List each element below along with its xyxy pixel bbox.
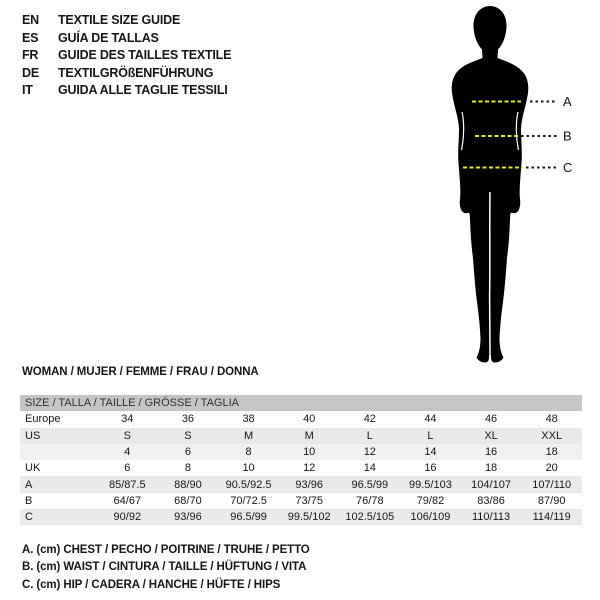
lang-row-en (22, 12, 231, 30)
marker-label-a: A (563, 94, 572, 109)
size-cell: 76/78 (356, 494, 384, 507)
size-cell: 36 (181, 413, 195, 426)
size-cell: 85/87.5 (108, 478, 146, 491)
size-cell: 87/90 (537, 494, 566, 507)
lang-label: GUÍA DE TALLAS (58, 30, 159, 45)
table-row-waist (20, 493, 582, 509)
size-cell: 14 (424, 446, 437, 459)
lang-label: GUIDE DES TAILLES TEXTILE (58, 48, 232, 62)
size-cell: XXL (541, 429, 563, 442)
size-cell: 110/113 (471, 511, 511, 524)
size-cell: 10 (242, 462, 255, 475)
size-cell: 90/92 (113, 511, 142, 524)
lang-code: FR (22, 48, 39, 62)
size-cell: 40 (303, 413, 316, 426)
size-cell: 44 (424, 413, 437, 426)
lang-row-de (22, 65, 231, 83)
size-cell: 96.5/99 (351, 478, 389, 491)
size-cell: XL (484, 429, 498, 442)
size-table-header-row (20, 395, 582, 411)
size-cell: 6 (124, 462, 131, 475)
size-cell: 64/67 (113, 494, 142, 507)
size-cell: 18 (545, 446, 558, 459)
size-cell: L (427, 429, 434, 442)
size-cell: 68/70 (174, 494, 202, 507)
size-cell: 104/107 (471, 478, 511, 491)
size-cell: 4 (124, 446, 131, 459)
lang-row-es (22, 30, 231, 48)
size-cell: 38 (242, 413, 255, 426)
size-cell: 18 (484, 462, 498, 475)
table-row-europe (20, 411, 582, 427)
size-cell: 16 (484, 446, 498, 459)
row-label: Europe (25, 413, 61, 426)
size-cell: 70/72.5 (230, 494, 267, 507)
size-cell: 6 (184, 446, 191, 459)
size-cell: S (123, 429, 131, 442)
lang-code: ES (22, 30, 39, 45)
table-row-us-numeric (20, 444, 582, 460)
table-row-chest (20, 476, 582, 492)
marker-label-c: C (563, 160, 573, 175)
row-label: B (25, 494, 33, 507)
size-cell: 79/82 (416, 494, 445, 507)
size-cell: M (243, 429, 254, 442)
size-cell: 102.5/105 (345, 511, 395, 524)
size-cell: 83/86 (477, 494, 505, 507)
legend-hip: C. (cm) HIP / CADERA / HANCHE / HÜFTE / HIPS (22, 578, 281, 591)
size-cell: 8 (245, 446, 252, 459)
size-cell: 46 (484, 413, 498, 426)
size-cell: 42 (363, 413, 376, 426)
size-cell: 107/110 (532, 478, 572, 491)
size-cell: 93/96 (174, 511, 202, 524)
size-cell: S (184, 429, 192, 442)
size-cell: M (304, 429, 314, 442)
lang-label: TEXTILE SIZE GUIDE (58, 13, 181, 27)
section-title-woman: WOMAN / MUJER / FEMME / FRAU / DONNA (22, 366, 259, 378)
table-row-uk (20, 460, 582, 476)
row-label: C (25, 511, 33, 524)
size-cell: 8 (184, 462, 191, 475)
size-cell: 93/96 (295, 478, 323, 491)
size-cell: 114/119 (532, 511, 571, 524)
row-label: UK (25, 462, 41, 475)
table-row-hip (20, 509, 582, 525)
woman-silhouette-figure (435, 0, 600, 372)
table-row-us (20, 428, 582, 444)
size-cell: 106/109 (410, 511, 451, 524)
size-cell: 48 (545, 413, 558, 426)
lang-label: TEXTILGRÖßENFÜHRUNG (58, 65, 214, 80)
lang-row-fr (22, 47, 231, 65)
size-table (20, 395, 582, 525)
size-cell: 12 (303, 462, 316, 475)
size-cell: 14 (363, 462, 376, 475)
size-cell: 73/75 (295, 494, 323, 507)
size-cell: 10 (303, 446, 316, 459)
size-cell: 96.5/99 (230, 511, 267, 524)
row-label: US (25, 429, 41, 442)
size-table-header: SIZE / TALLA / TAILLE / GRÖSSE / TAGLIA (20, 395, 582, 411)
legend-chest: A. (cm) CHEST / PECHO / POITRINE / TRUHE / PETTO (22, 544, 310, 556)
lang-code: IT (22, 83, 33, 97)
size-cell: 20 (545, 462, 558, 475)
lang-code: EN (22, 13, 39, 27)
language-title-block (22, 12, 231, 100)
lang-label: GUIDA ALLE TAGLIE TESSILI (58, 83, 228, 97)
legend-waist: B. (cm) WAIST / CINTURA / TAILLE / HÜFTUNG / VITA (22, 561, 307, 574)
lang-row-it (22, 82, 231, 100)
size-cell: 16 (424, 462, 437, 475)
size-cell: 90.5/92.5 (225, 478, 272, 491)
size-cell: 12 (363, 446, 376, 459)
lang-code: DE (22, 65, 39, 80)
size-cell: 34 (121, 413, 134, 426)
size-cell: 88/90 (174, 478, 202, 491)
size-cell: 99.5/103 (409, 478, 452, 491)
measurement-legend (22, 542, 310, 594)
marker-label-b: B (563, 128, 572, 144)
row-label: A (25, 478, 33, 491)
size-cell: L (366, 429, 373, 442)
row-label (20, 444, 97, 460)
size-cell: 99.5/102 (287, 511, 331, 524)
